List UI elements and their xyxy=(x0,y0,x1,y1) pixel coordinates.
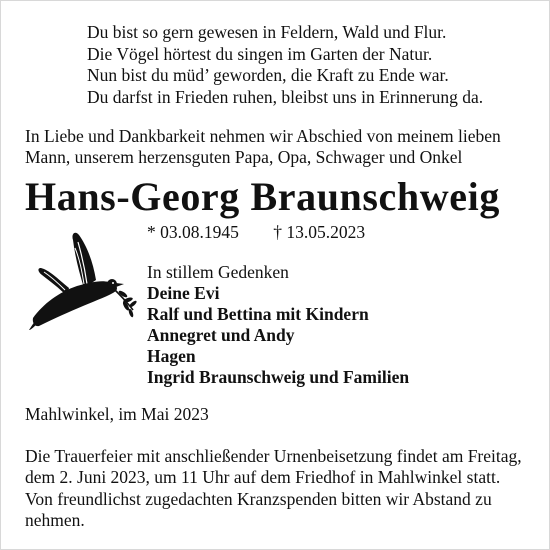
deceased-name: Hans-Georg Braunschweig xyxy=(25,174,500,219)
intro-line: In Liebe und Dankbarkeit nehmen wir Abschied von meinem lieben xyxy=(25,126,501,146)
poem-line: Nun bist du müd’ geworden, die Kraft zu Ende war. xyxy=(87,65,449,85)
intro-text xyxy=(25,126,530,168)
intro-line: Mann, unserem herzensguten Papa, Opa, Schwager und Onkel xyxy=(25,147,463,167)
mourners xyxy=(147,262,409,388)
mourner: Deine Evi xyxy=(147,283,220,303)
poem-line: Du bist so gern gewesen in Feldern, Wald und Flur. xyxy=(87,22,447,42)
birth-date: * 03.08.1945 xyxy=(147,222,239,242)
poem-line: Du darfst in Frieden ruhen, bleibst uns in Erinnerung da. xyxy=(87,86,484,107)
mourners-heading: In stillem Gedenken xyxy=(147,262,289,282)
service-line: dem 2. Juni 2023, um 11 Uhr auf dem Friedhof in Mahlwinkel statt. xyxy=(25,467,501,488)
death-date: † 13.05.2023 xyxy=(273,222,366,242)
service-line: nehmen. xyxy=(25,510,85,531)
service-line: Von freundlichst zugedachten Kranzspenden bitten wir Abstand zu xyxy=(25,488,492,509)
mourner: Hagen xyxy=(147,346,196,366)
place-date: Mahlwinkel, im Mai 2023 xyxy=(25,404,209,424)
mourner: Annegret und Andy xyxy=(147,325,295,345)
mourner: Ingrid Braunschweig und Familien xyxy=(147,367,410,387)
dove-with-olive-branch-icon xyxy=(29,226,141,331)
life-dates xyxy=(147,221,365,243)
poem-line: Die Vögel hörtest du singen im Garten der Natur. xyxy=(87,43,433,64)
mourner: Ralf und Bettina mit Kindern xyxy=(147,304,369,324)
poem xyxy=(87,22,527,108)
service-info xyxy=(25,446,533,532)
service-line: Die Trauerfeier mit anschließender Urnenbeisetzung findet am Freitag, xyxy=(25,446,522,466)
